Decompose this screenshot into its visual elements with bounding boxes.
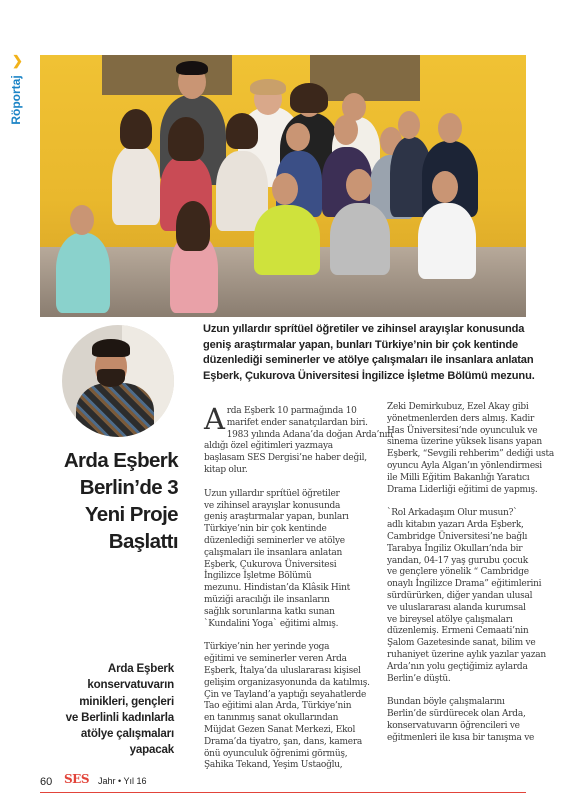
body-line: Tarabya İngiliz Okulları’nda bir [387,543,523,554]
caption-line: atölye çalışmaları [80,727,174,741]
body-line: yönetmenlerden ders almış. Kadir [387,413,535,424]
lead-line: düzenlediği seminerler ve atölye çalışmaları ile insanlara anlatan [203,354,534,367]
body-line: `Rol Arkadaşım Olur musun?` [387,508,518,519]
body-line: müziği aracılığı ile insanların [204,594,330,605]
body-line: ile Milli Eğitim Bakanlığı Yaratıcı [387,472,530,483]
section-tag [4,53,28,126]
body-line: Drama’da tiyatro, şan, dans, kamera [204,736,363,747]
portrait-hair [92,339,130,357]
ses-logo: SES [64,772,89,786]
caption-line: konservatuvarın [87,678,174,692]
child-hair [176,201,210,251]
body-line: ve zihinsel arayışlar konusunda [204,500,341,511]
body-line: çalışmaları ile insanlara anlatan [204,547,343,558]
child [56,233,110,313]
headline-line: Başlattı [108,530,178,553]
child [418,203,476,279]
body-line: geniş araştırmalar yapan, bunları [204,512,349,523]
child-head [286,123,310,151]
body-line: 1983 yılında Adana’da doğan Arda’nın [226,429,393,440]
portrait-beard [97,369,125,387]
portrait-shirt [76,383,154,437]
lead-line: Uzun yıllardır sprítüel öğretiler ve zihinsel arayışlar konusunda [203,323,525,335]
section-label: Röportaj [9,75,23,125]
drop-cap: A [204,402,225,436]
body-line: ve uluslararası alanda kurumsal [387,602,526,613]
body-line: Şahika Tekand, Yeşim Ustaoğlu, [204,760,343,771]
portrait-photo [62,325,174,437]
wall-painting [102,55,232,95]
caption-line: minikleri, gençleri [79,694,174,708]
child-hair [226,113,258,149]
body-line: düzenlemiş. Ermeni Cemaati’nin [387,626,529,637]
body-line: konservatuvarın öğrencileri ve [387,720,520,731]
body-line: ve bireysel atölye çalışmaları [387,614,513,625]
body-line: Berlin’e düştü. [387,673,451,684]
person-hair [250,79,286,95]
body-line: Eşberk, Çukurova Üniversitesi [204,559,337,570]
lead-line: geniş araştırmalar yapan, bunları Türkiye’nin bir çok kentinde [203,338,518,351]
caption-line: ve Berlinli kadınlarla [65,710,174,724]
footer-rule [40,792,526,793]
headline-line: Arda Eşberk [63,449,178,472]
body-line: Tao eğitimi alan Arda, Türkiye’nin [204,701,352,712]
child-hair [120,109,152,149]
body-line: Bundan böyle çalışmalarını [387,697,505,708]
body-line: Zeki Demirkubuz, Ezel Akay gibi [387,402,529,412]
body-line: Türkiye’nin bir çok kentinde [204,524,327,535]
body-line: Drama Liderliği eğitimi de yapmış. [387,484,538,495]
article-caption [52,661,174,759]
lead-line: Eşberk, Çukurova Üniversitesi İngilizce İşletme Bölümü mezunu. [203,369,535,382]
body-line: eğitmenleri ile kısa bir tanışma ve [387,732,535,743]
body-line: Cambridge Üniversitesi’ne bağlı [387,531,528,542]
caption-line: Arda Eşberk [107,662,174,675]
body-column-2 [387,402,555,745]
body-line: başlasam SES Dergisi’ne haber değil, [204,453,367,464]
chevron-right-icon: ❯ [12,53,23,68]
child [112,145,160,225]
body-line: sağlık sorunlarına katkı sunan [204,606,335,617]
child-head [432,171,458,203]
body-line: sinema üzerine yüksek lisans yapan [387,437,542,448]
body-line: Şalom Gazetesinde sanat, bilim ve [387,638,536,649]
body-line: Uzun yıllardır sprítüel öğretiler [204,488,340,499]
body-line: ve gençlere yönelik “ Cambridge [387,567,529,578]
body-line: Eşberk, “Sevgili rehberim” dediği usta [387,449,555,460]
body-line: Çin ve Tayland’a yaptığı seyahatlerde [204,689,367,700]
issue-label: Jahr • Yıl 16 [98,776,147,786]
child-hair [168,117,204,161]
body-line: Arda’nın yolu geçtiğimiz aylarda [387,661,528,672]
body-line: aldığı özel eğitimleri yazmaya [204,441,333,452]
person-hair [290,83,328,113]
body-line: Türkiye’nin her yerinde yoga [204,642,330,653]
child [330,203,390,275]
child [254,205,320,275]
body-line: Has Üniversitesi’nde oyunculuk ve [387,425,538,436]
body-line: Berlin’de sürdürecek olan Arda, [387,709,526,720]
body-line: mezunu. Hindistan’da Klâsik Hint [204,583,351,594]
body-line: kitap olur. [204,464,248,475]
body-line: adlı kitabın yazarı Arda Eşberk, [387,520,524,531]
article-headline [40,447,178,555]
child-head [438,113,462,143]
body-line: onaylı İngilizce Drama” eğitimlerini [387,579,542,590]
body-line: ruhaniyet üzerine aylık yazılar yazan [387,649,546,660]
body-line: önü oyunculuk öğrenimi görmüş, [204,748,348,759]
body-line: Müjdat Gezen Sanat Merkezi, Ekol [204,724,356,735]
body-column-1 [204,402,393,772]
body-line: eğitimi ve seminerler veren Arda [204,654,347,665]
body-line: oyuncu Ayla Algan’ın yönlendirmesi [387,460,542,471]
headline-line: Berlin’de 3 [79,476,178,499]
body-line: marifet ender sanatçılardan biri. [226,417,368,428]
body-line: İngilizce İşletme Bölümü [204,571,312,582]
body-line: en tanınmış sanat okullarından [204,713,339,724]
person-hair [176,61,208,75]
child-head [398,111,420,139]
headline-line: Yeni Proje [84,503,178,526]
child-head [346,169,372,201]
body-line: gelişim organizasyonunda da katılmış. [204,677,370,688]
body-line: düzenlediği seminerler ve atölye [204,535,345,546]
caption-line: yapacak [129,743,174,757]
group-photo [40,55,526,317]
lead-paragraph [203,322,543,384]
body-line: Eşberk, İtalya’da uluslararası kişisel [204,665,361,676]
page-number: 60 [40,776,53,788]
child-head [334,115,358,145]
body-line: sürdürürken, diğer yandan ulusal [387,590,533,601]
body-line: yandan, 04-17 yaş gurubu çocuk [387,555,528,566]
body-line: `Kundalini Yoga` eğitimi almış. [204,618,339,629]
child-head [70,205,94,235]
child-head [272,173,298,205]
body-line: rda Eşberk 10 parmağında 10 [226,406,357,416]
